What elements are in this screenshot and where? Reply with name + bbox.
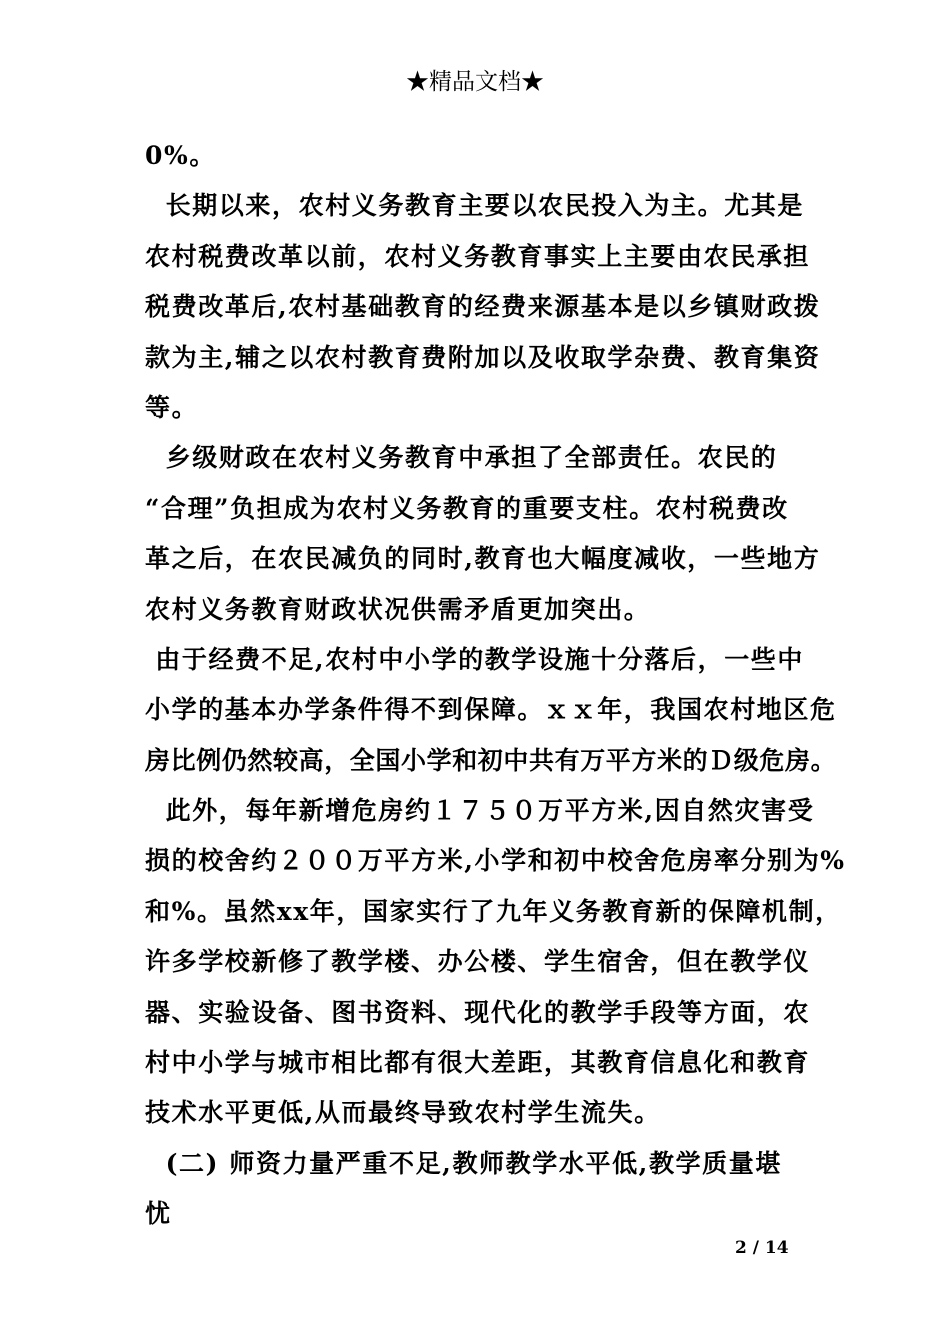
text-line: 忧 <box>145 1199 172 1229</box>
text-line: 农村义务教育财政状况供需矛盾更加突出。 <box>145 594 651 624</box>
page-number <box>735 1236 789 1260</box>
text-line: 房比例仍然较高，全国小学和初中共有万平方米的Ｄ级危房。 <box>145 745 837 775</box>
document-body <box>145 131 846 1240</box>
text-line: 税费改革后,农村基础教育的经费来源基本是以乡镇财政拨 <box>145 292 821 322</box>
text-line: 农村税费改革以前，农村义务教育事实上主要由农民承担 <box>145 241 811 271</box>
text-line: (二) 师资力量严重不足,教师教学水平低,教学质量堪 <box>145 1148 782 1178</box>
text-line: 许多学校新修了教学楼、办公楼、学生宿舍，但在教学仪 <box>145 947 811 977</box>
text-line: 由于经费不足,农村中小学的教学设施十分落后，一些中 <box>145 644 805 674</box>
page-number-text: 2 / 14 <box>735 1238 789 1258</box>
text-line: 款为主,辅之以农村教育费附加以及收取学杂费、教育集资 <box>145 342 821 372</box>
text-line: 革之后，在农民减负的同时,教育也大幅度减收，一些地方 <box>145 544 821 574</box>
text-line: 等。 <box>145 392 199 422</box>
text-line: 损的校舍约２００万平方米,小学和初中校舍危房率分别为% <box>145 846 846 876</box>
text-line: 器、实验设备、图书资料、现代化的教学手段等方面，农 <box>145 997 811 1027</box>
text-line: “合理”负担成为农村义务教育的重要支柱。农村税费改 <box>145 493 789 523</box>
header-title: ★精品文档★ <box>406 69 544 95</box>
text-line: 小学的基本办学条件得不到保障。ｘｘ年，我国农村地区危 <box>145 695 837 725</box>
text-line: 长期以来，农村义务教育主要以农民投入为主。尤其是 <box>145 191 805 221</box>
text-line: 乡级财政在农村义务教育中承担了全部责任。农民的 <box>145 443 778 473</box>
page-header <box>0 66 950 98</box>
text-line: 和%。虽然xx年，国家实行了九年义务教育新的保障机制， <box>145 896 842 926</box>
text-line: 村中小学与城市相比都有很大差距，其教育信息化和教育 <box>145 1048 811 1078</box>
text-line: 0%。 <box>145 141 216 170</box>
text-line: 技术水平更低,从而最终导致农村学生流失。 <box>145 1098 661 1128</box>
text-line: 此外，每年新增危房约１７５０万平方米,因自然灾害受 <box>145 796 815 826</box>
